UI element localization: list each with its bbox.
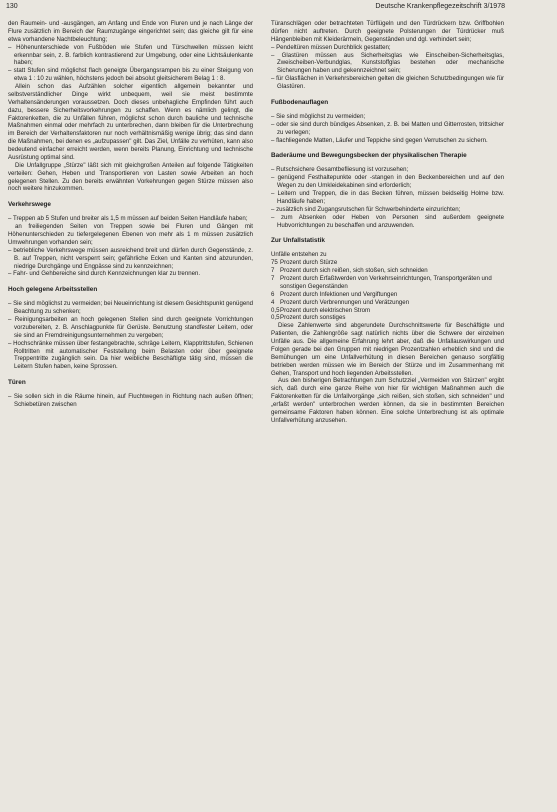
list-item: – genügend Festhaltepunkte oder -stangen in den Beckenbereichen und auf den Wegen zu den Umkleidekabinen sind erforderlich;: [271, 174, 504, 190]
list-item: – zusätzlich sind Zugangsrutschen für Schwerbehinderte einzurichten;: [271, 205, 461, 213]
statistics-row: [271, 307, 504, 315]
list-item: – Sie sollen sich in die Räume hinein, auf Fluchtwegen in Richtung nach außen öffnen; Schiebetüren zwischen: [8, 393, 253, 408]
stat-label: Prozent durch Verbrennungen und Verätzungen: [280, 298, 410, 306]
page-number: 130: [6, 3, 18, 10]
paragraph: Die Unfallgruppe „Stürze" läßt sich mit gleichgroßen Anteilen auf folgende Tätigkeiten verteilen: Gehen, Heben und Transportieren von Lasten sowie Arbeiten an hoch gelegenen Stellen. Zu den bereits erwähnten Vorkehrungen gegen Stürze müssen also noch weitere hinzukommen.: [8, 161, 253, 193]
stat-value: 0,5: [271, 306, 280, 314]
list-item: – betriebliche Verkehrswege müssen ausreichend breit und dürfen durch Gegenstände, z. B. auf Treppen, nicht versperrt sein; gefährliche Ecken und Kanten sind abzurunden, niedrige Durchgänge und Engpässe sind zu kennzeichnen;: [8, 246, 253, 270]
list-item: – statt Stufen sind möglichst flach geneigte Übergangsrampen bis zu einer Steigung von etwa 1 : 10 zu wählen, höchstens jedoch bei absolut gleitsicherem Belag 1 : 8.: [8, 67, 253, 83]
stat-value: 7: [271, 267, 275, 275]
list-item: – Sie sind möglichst zu vermeiden; bei Neueinrichtung ist diesem Gesichtspunkt genügend Beachtung zu schenken;: [8, 300, 253, 316]
statistics-row: [271, 314, 504, 322]
left-column: [8, 20, 253, 409]
list-item: – Pendeltüren müssen Durchblick gestatten;: [271, 43, 391, 51]
list-item: – Höhenunterschiede von Fußböden wie Stufen und Türschwellen müssen leicht erkennbar sein, z. B. farblich kontrastierend zur Umgebung, oder eine Lichtsäulenkante haben;: [8, 43, 253, 67]
list-item: – Glastüren müssen aus Sicherheitsglas wie Einscheiben-Sicherheitsglas, Zweischeiben-Verbundglas, Kunststoffglas bestehen oder mechanische Sicherungen haben und gekennzeichnet sein;: [271, 51, 504, 75]
list-item: – flachliegende Matten, Läufer und Teppiche sind gegen Verrutschen zu sichern.: [271, 136, 488, 144]
paragraph: an freiliegenden Seiten von Treppen sowie bei Fluren und Gängen mit Höhenunterschieden zu tiefergelegenen Ebenen von mehr als 1 m müssen zusätzlich Umwehrungen vorhanden sein;: [8, 223, 253, 246]
list-item: – Treppen ab 5 Stufen und breiter als 1,5 m müssen auf beiden Seiten Handläufe haben;: [8, 215, 248, 223]
paragraph: Allein schon das Aufzählen solcher eigentlich allgemein bekannter und selbstverständlicher Dinge wirkt unbequem, weil sie meist bestimmte Verhaltensänderungen voraussetzen. Doch dieses unbehagliche Empfinden führt auch dazu, bessere Sicherheitsvorkehrungen zu schaffen. Wenn es nämlich gelingt, die Faktorenketten, die zu Unfällen führen, möglichst schon durch bauliche und technische Maßnahmen einmal oder mehrfach zu unterbrechen, dann bleiben für die Unterbrechung im Bereich der Verhaltensfaktoren nur noch verhältnismäßig wenige übrig; das sind dann die Maßnahmen, bei denen es „aufzupassen" gilt. Das Ziel, Unfälle zu verhüten, kann also bedeutend einfacher erreicht werden, wenn bereits Planung, Einrichtung und technische Ausrüstung optimal sind.: [8, 83, 253, 161]
list-item: – Leitern und Treppen, die in das Becken führen, müssen beidseitig Holme bzw. Handläufe haben;: [271, 190, 504, 205]
list-item: – Rutschsichere Gesamtbefliesung ist vorzusehen;: [271, 166, 409, 174]
list-item: – Reinigungsarbeiten an hoch gelegenen Stellen sind durch geeignete Vorrichtungen vorzubereiten, z. B. Anschlagpunkte für Gerüste. Benutzung standfester Leitern, oder sie sind an Fremdreinigungsunternehmen zu vergeben;: [8, 316, 253, 339]
stat-label: Prozent durch Infektionen und Vergiftungen: [280, 290, 398, 298]
stat-value: 6: [271, 290, 275, 298]
paragraph: den Raumein- und -ausgängen, am Anfang und Ende von Fluren und je nach Länge der Flure zusätzlich im Bereich der Raumzugänge eingerichtet sein; das gleiche gilt für eine etwa vorhandene Nachtbeleuchtung;: [8, 20, 253, 43]
stat-label: Prozent durch elektrischen Strom: [280, 306, 371, 314]
statistics-row: [271, 259, 504, 267]
statistics-row: [271, 275, 504, 291]
running-header: Deutsche Krankenpflegezeitschrift 3/1978: [375, 3, 505, 10]
statistics-intro: Unfälle entstehen zu: [271, 251, 327, 259]
stat-value: 7: [271, 275, 275, 282]
section-heading: Zur Unfallstatistik: [271, 237, 325, 245]
stat-label: Prozent durch Erfaßtwerden von Verkehrseinrichtungen, Transportgeräten und sonstigen Gegenständen: [280, 275, 492, 290]
section-heading: Baderäume und Bewegungsbecken der physikalischen Therapie: [271, 152, 467, 160]
list-item: – oder sie sind durch bündiges Absenken, z. B. bei Matten und Gitterrosten, trittsicher zu verlegen;: [271, 120, 504, 136]
list-item: – für Glasflächen in Verkehrsbereichen gelten die gleichen Schutzbedingungen wie für Glastüren.: [271, 75, 504, 90]
stat-value: 75: [271, 259, 278, 267]
statistics-row: [271, 267, 504, 275]
section-heading: Türen: [8, 379, 26, 387]
stat-label: Prozent durch sich reißen, sich stoßen, sich schneiden: [280, 267, 428, 275]
section-heading: Verkehrswege: [8, 201, 51, 209]
paragraph: Aus den bisherigen Betrachtungen zum Schutzziel „Vermeiden von Stürzen" ergibt sich, daß durch eine ganze Reihe von hier für wichtigen Maßnahmen auch die Faktorenketten für die Unfallvorgänge „sich reißen, sich stoßen, sich schneiden" und „erfaßt werden" unterbrochen werden können, da sie in bestimmten Bereichen gemeinsame Faktoren haben können. Eine solche Unterbrechung ist als optimale Unfallverhütung anzusehen.: [271, 377, 504, 424]
statistics-list: [271, 251, 504, 322]
stat-label: Prozent durch sonstiges: [280, 314, 346, 322]
list-item: – Hochschränke müssen über festangebrachte, schräge Leitern, Klapptrittstufen, Schienen Rolltritten mit automatischer Feststellung beim Belasten oder über geeignete Treppentritte zugänglich sein. Da hier weibliche Beschäftigte tätig sind, müssen die Leitern Stufen haben, keine Sprossen.: [8, 339, 253, 371]
list-item: – Sie sind möglichst zu vermeiden;: [271, 112, 366, 120]
right-column: [271, 20, 504, 425]
stat-value: 4: [271, 298, 275, 306]
list-item: – zum Absenken oder Heben von Personen sind außerdem geeignete Hubvorrichtungen zu beschaffen und anzuwenden.: [271, 213, 504, 229]
paragraph: Diese Zahlenwerte sind abgerundete Durchschnittswerte für Beschäftigte und Patienten, die Zahlengröße sagt natürlich nichts über die Schwere der einzelnen Unfälle aus. Die allgemeine Erfahrung lehrt aber, daß die Unfallauswirkungen und Folgen gerade bei den Gruppen mit niedrigen Prozentzahlen erheblich sind und die Bemühungen um eine Unfallverhütung in diesen Bereichen genauso sorgfältig betrieben werden müssen wie im Bereich der Stürze und im Zusammenhang mit Gehen, Transport und hoch liegenden Arbeitsstellen.: [271, 322, 504, 377]
section-heading: Fußbodenauflagen: [271, 98, 329, 106]
list-item: – Fahr- und Gehbereiche sind durch Kennzeichnungen klar zu trennen.: [8, 270, 201, 278]
stat-label: Prozent durch Stürze: [280, 259, 338, 267]
statistics-row: [271, 299, 504, 307]
paragraph: Türanschlägen oder betrachteten Türflügeln und den Türdrückern bzw. Griffbohlen dürfen nicht auftreten. Durch geeignete Polsterungen der Türdrücker muß Hängenbleiben mit Kleiderärmeln, Gegenständen und dgl. verhindert sein;: [271, 20, 504, 43]
section-heading: Hoch gelegene Arbeitsstellen: [8, 286, 98, 294]
stat-value: 0,5: [271, 314, 280, 322]
statistics-row: [271, 291, 504, 299]
